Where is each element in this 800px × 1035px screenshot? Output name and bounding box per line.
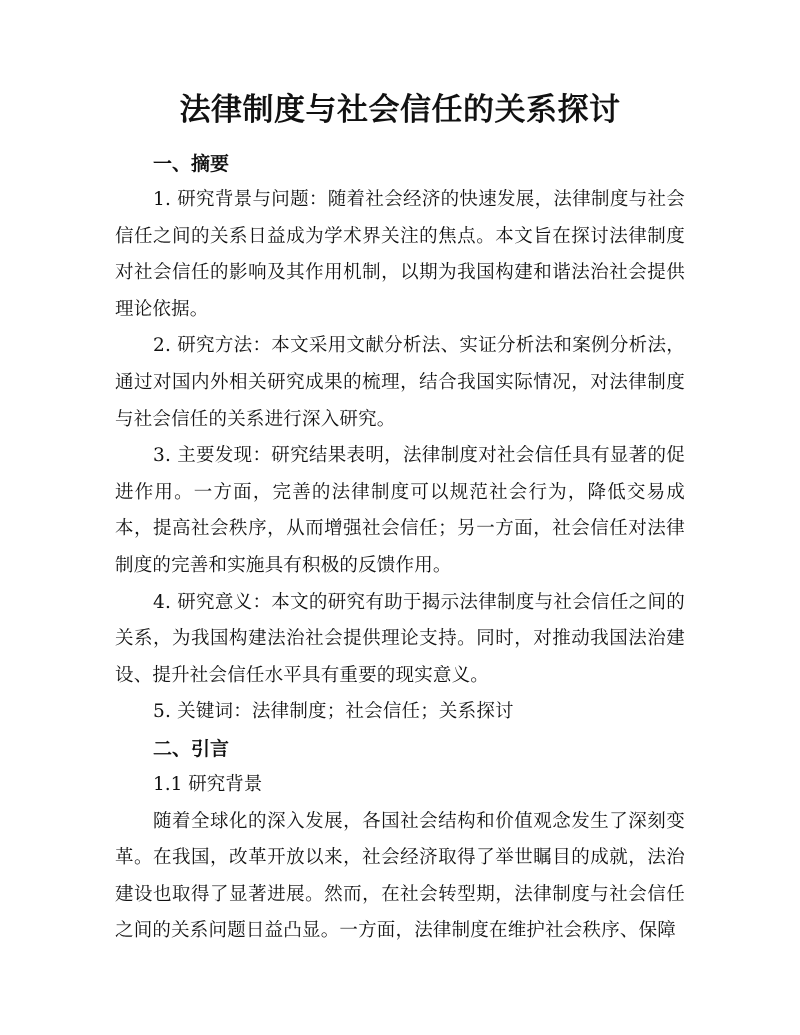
abstract-keywords: 5. 关键词：法律制度；社会信任；关系探讨: [153, 701, 514, 723]
abstract-paragraph-3: 3. 主要发现：研究结果表明，法律制度对社会信任具有显著的促进作用。一方面，完善的法律制度可以规范社会行为，降低交易成本，提高社会秩序，从而增强社会信任；另一方面，社会信任对法律制度的完善和实施具有积极的反馈作用。: [115, 445, 685, 576]
abstract-paragraph-1: 1. 研究背景与问题：随着社会经济的快速发展，法律制度与社会信任之间的关系日益成为学术界关注的焦点。本文旨在探讨法律制度对社会信任的影响及其作用机制，以期为我国构建和谐法治社会提供理论依据。: [115, 189, 685, 320]
section-heading-introduction: 二、引言: [153, 737, 230, 760]
abstract-paragraph-4: 4. 研究意义：本文的研究有助于揭示法律制度与社会信任之间的关系，为我国构建法治社会提供理论支持。同时，对推动我国法治建设、提升社会信任水平具有重要的现实意义。: [115, 591, 685, 686]
section-heading-abstract: 一、摘要: [153, 153, 230, 175]
subsection-heading-background: 1.1 研究背景: [153, 773, 263, 795]
document-title: 法律制度与社会信任的关系探讨: [179, 92, 621, 128]
introduction-paragraph-1: 随着全球化的深入发展，各国社会结构和价值观念发生了深刻变革。在我国，改革开放以来，社会经济取得了举世瞩目的成就，法治建设也取得了显著进展。然而，在社会转型期，法律制度与社会信任之间的关系问题日益凸显。一方面，法律制度在维护社会秩序、保障: [115, 810, 685, 942]
abstract-paragraph-2: 2. 研究方法：本文采用文献分析法、实证分析法和案例分析法，通过对国内外相关研究成果的梳理，结合我国实际情况，对法律制度与社会信任的关系进行深入研究。: [115, 335, 685, 430]
